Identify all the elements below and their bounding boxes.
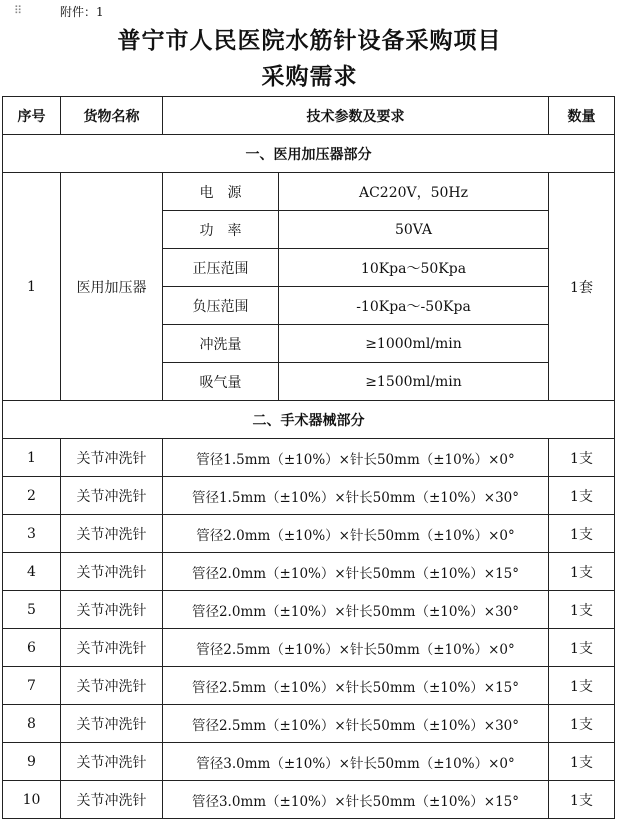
item-spec: 管径1.5mm（±10%）×针长50mm（±10%）×0° [163,439,549,477]
table-row [3,477,615,515]
param-label: 正压范围 [163,249,279,287]
item-name: 关节冲洗针 [61,781,163,819]
param-label: 负压范围 [163,287,279,325]
item-qty: 1支 [549,705,615,743]
item-qty: 1支 [549,553,615,591]
attachment-row [14,2,104,20]
drag-handle-icon[interactable]: ⠿ [14,4,23,17]
item-spec: 管径2.5mm（±10%）×针长50mm（±10%）×15° [163,667,549,705]
item-spec: 管径2.0mm（±10%）×针长50mm（±10%）×0° [163,515,549,553]
item-name: 关节冲洗针 [61,515,163,553]
section-row [3,135,615,173]
item-name: 关节冲洗针 [61,705,163,743]
param-value: AC220V，50Hz [279,173,549,211]
param-value: ≥1000ml/min [279,325,549,363]
item-spec: 管径3.0mm（±10%）×针长50mm（±10%）×15° [163,781,549,819]
item-qty: 1支 [549,667,615,705]
item-no: 10 [3,781,61,819]
table-header-row [3,97,615,135]
item-no: 9 [3,743,61,781]
section-title: 一、医用加压器部分 [3,135,615,173]
item-no: 8 [3,705,61,743]
item-no: 1 [3,439,61,477]
item-no: 7 [3,667,61,705]
table-row [3,667,615,705]
item-spec: 管径2.0mm（±10%）×针长50mm（±10%）×15° [163,553,549,591]
item-name: 关节冲洗针 [61,743,163,781]
param-value: -10Kpa～-50Kpa [279,287,549,325]
param-value: 50VA [279,211,549,249]
device-qty: 1套 [549,173,615,401]
item-spec: 管径2.0mm（±10%）×针长50mm（±10%）×30° [163,591,549,629]
header-qty: 数量 [549,97,615,135]
item-no: 5 [3,591,61,629]
header-name: 货物名称 [61,97,163,135]
procurement-table [2,96,615,819]
device-name: 医用加压器 [61,173,163,401]
param-label: 电 源 [163,173,279,211]
device-no: 1 [3,173,61,401]
section-row [3,401,615,439]
table-row [3,515,615,553]
item-spec: 管径3.0mm（±10%）×针长50mm（±10%）×0° [163,743,549,781]
table-row [3,591,615,629]
param-value: 10Kpa～50Kpa [279,249,549,287]
item-spec: 管径2.5mm（±10%）×针长50mm（±10%）×30° [163,705,549,743]
table-row [3,781,615,819]
section-title: 二、手术器械部分 [3,401,615,439]
item-no: 3 [3,515,61,553]
table-row [3,439,615,477]
item-qty: 1支 [549,591,615,629]
item-no: 4 [3,553,61,591]
param-value: ≥1500ml/min [279,363,549,401]
item-name: 关节冲洗针 [61,439,163,477]
table-row [3,629,615,667]
item-name: 关节冲洗针 [61,553,163,591]
item-name: 关节冲洗针 [61,477,163,515]
document-subtitle: 采购需求 [261,64,358,90]
item-qty: 1支 [549,439,615,477]
header-no: 序号 [3,97,61,135]
param-row [3,173,615,211]
item-qty: 1支 [549,743,615,781]
attachment-label: 附件：1 [60,4,104,19]
param-label: 功 率 [163,211,279,249]
table-row [3,553,615,591]
item-qty: 1支 [549,629,615,667]
table-row [3,705,615,743]
document-title: 普宁市人民医院水筋针设备采购项目 [117,28,502,54]
item-no: 6 [3,629,61,667]
item-no: 2 [3,477,61,515]
item-spec: 管径2.5mm（±10%）×针长50mm（±10%）×0° [163,629,549,667]
param-label: 冲洗量 [163,325,279,363]
item-spec: 管径1.5mm（±10%）×针长50mm（±10%）×30° [163,477,549,515]
item-name: 关节冲洗针 [61,629,163,667]
item-name: 关节冲洗针 [61,667,163,705]
item-qty: 1支 [549,515,615,553]
header-spec: 技术参数及要求 [163,97,549,135]
item-qty: 1支 [549,781,615,819]
param-label: 吸气量 [163,363,279,401]
item-qty: 1支 [549,477,615,515]
item-name: 关节冲洗针 [61,591,163,629]
table-row [3,743,615,781]
